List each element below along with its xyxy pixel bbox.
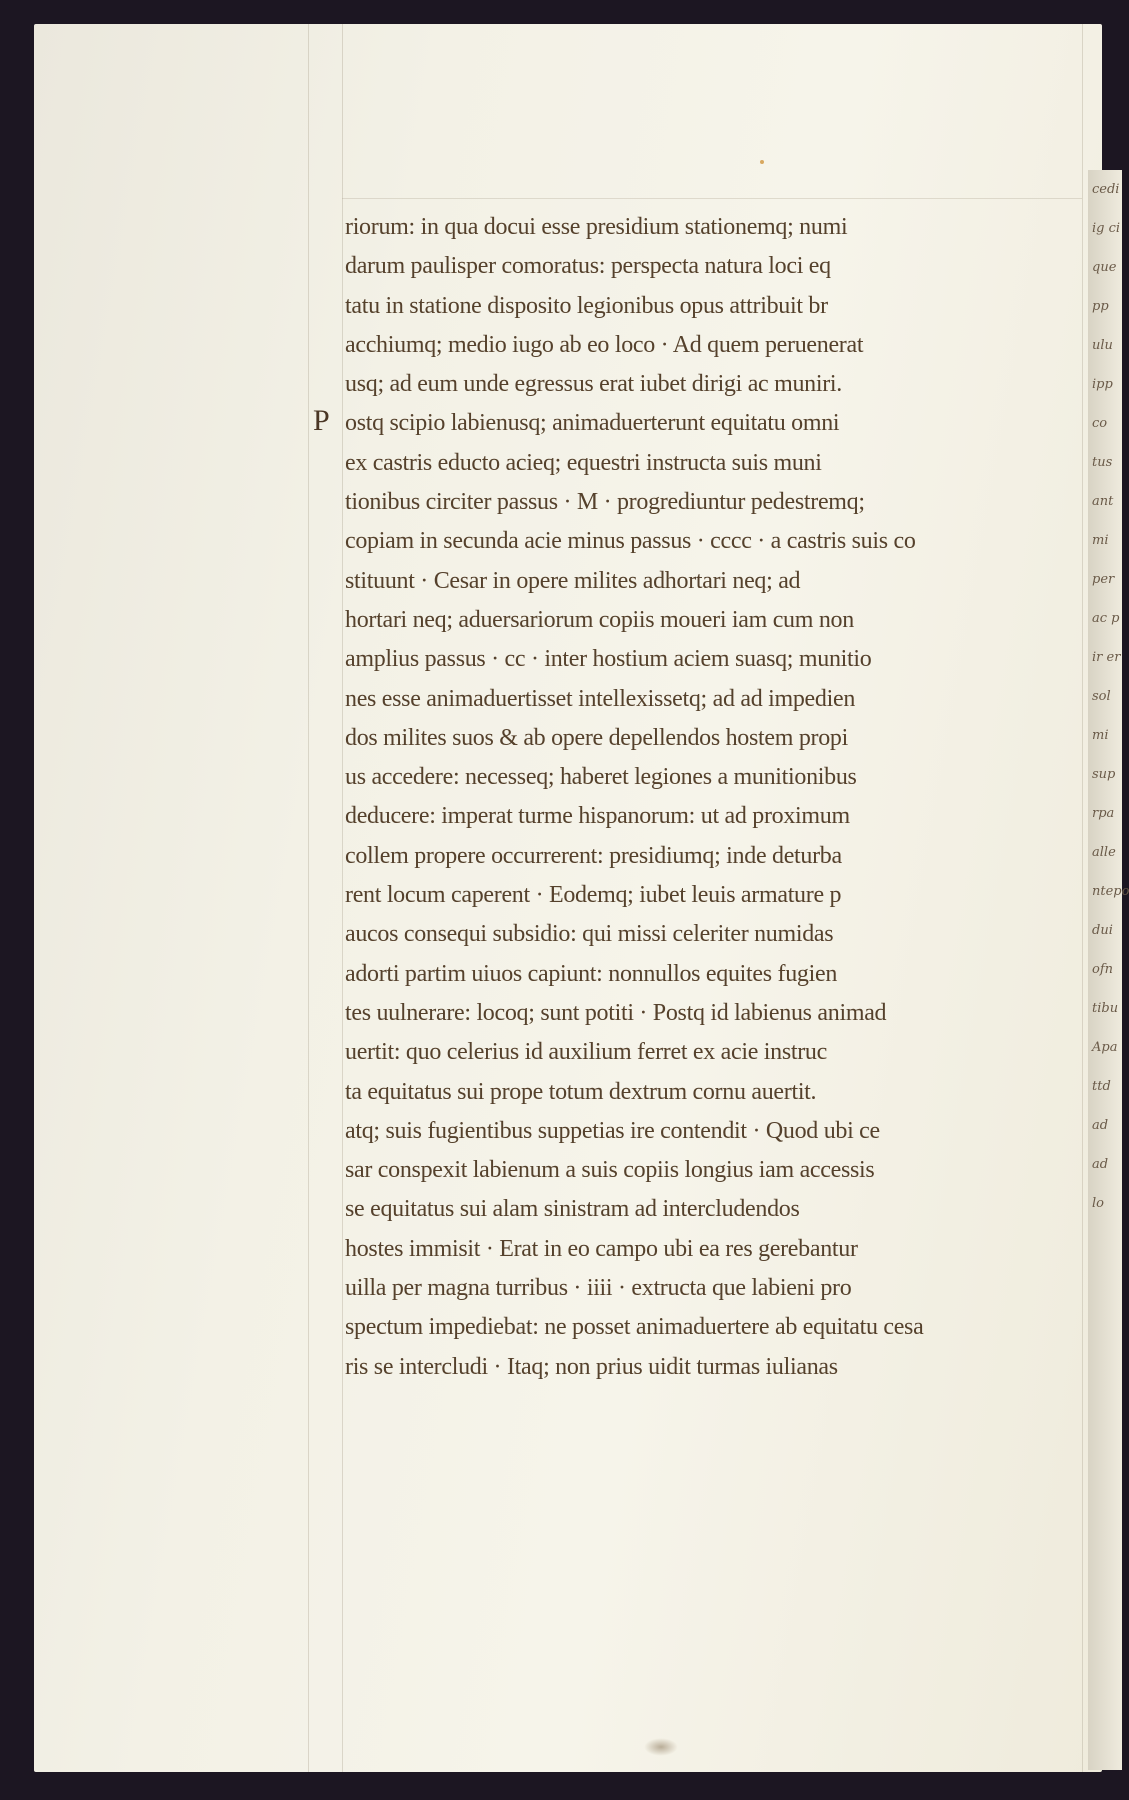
text-line: ta equitatus sui prope totum dextrum cornu auertit. <box>345 1078 817 1105</box>
text-line: aucos consequi subsidio: qui missi celeriter numidas <box>345 921 834 948</box>
next-page-fragment: ant <box>1092 494 1114 509</box>
text-line: dos milites suos & ab opere depellendos hostem propi <box>345 724 848 751</box>
next-page-fragment: ulu <box>1092 338 1113 353</box>
text-line: tionibus circiter passus · M · progrediuntur pedestremq; <box>345 489 865 516</box>
next-page-fragment: per <box>1092 572 1115 587</box>
next-page-fragment: cedi <box>1092 182 1120 197</box>
text-line: ostq scipio labienusq; animaduerterunt equitatu omni <box>345 410 840 437</box>
ruling-line <box>342 24 343 1772</box>
next-page-fragment: sup <box>1092 767 1116 782</box>
text-line: spectum impediebat: ne posset animaduertere ab equitatu cesa <box>345 1314 924 1341</box>
text-line: usq; ad eum unde egressus erat iubet dirigi ac muniri. <box>345 371 842 398</box>
text-line: adorti partim uiuos capiunt: nonnullos equites fugien <box>345 960 838 987</box>
next-page-fragment: ac p <box>1092 611 1120 626</box>
next-page-fragment: ntepo <box>1092 884 1129 899</box>
ruling-line <box>342 198 1082 199</box>
next-page-edge <box>1088 170 1129 1770</box>
initial-letter: P <box>313 404 330 437</box>
text-line: sar conspexit labienum a suis copiis longius iam accessis <box>345 1157 875 1184</box>
next-page-fragment: tus <box>1092 455 1113 470</box>
text-line: rent locum caperent · Eodemq; iubet leuis armature p <box>345 882 842 909</box>
next-page-fragment: que <box>1092 260 1117 275</box>
text-line: hortari neq; aduersariorum copiis moueri iam cum non <box>345 606 854 633</box>
next-page-fragment: ttd <box>1092 1079 1111 1094</box>
text-line: riorum: in qua docui esse presidium stationemq; numi <box>345 214 848 240</box>
next-page-fragment: alle <box>1092 845 1116 860</box>
next-page-fragment: ofn <box>1092 962 1114 977</box>
text-line: collem propere occurrerent: presidiumq; inde deturba <box>345 842 842 869</box>
next-page-fragment: tibu <box>1092 1001 1119 1016</box>
text-line: acchiumq; medio iugo ab eo loco · Ad quem peruenerat <box>345 331 864 358</box>
next-page-fragment: ad <box>1092 1118 1109 1133</box>
text-line: ris se intercludi · Itaq; non prius uidit turmas iulianas <box>345 1353 838 1380</box>
next-page-fragment: dui <box>1092 923 1113 938</box>
text-line: us accedere: necesseq; haberet legiones a munitionibus <box>345 764 857 791</box>
next-page-fragment: ir er <box>1092 650 1121 665</box>
next-page-fragment: pp <box>1092 299 1109 314</box>
next-page-fragment: lo <box>1092 1196 1104 1211</box>
text-line: nes esse animaduertisset intellexissetq; ad ad impedien <box>345 685 856 712</box>
next-page-fragment: sol <box>1092 689 1111 704</box>
text-line: darum paulisper comoratus: perspecta natura loci eq <box>345 253 831 280</box>
text-line: tes uulnerare: locoq; sunt potiti · Postq id labienus animad <box>345 999 887 1026</box>
text-line: uertit: quo celerius id auxilium ferret ex acie instruc <box>345 1039 827 1066</box>
next-page-fragment: ad <box>1092 1157 1109 1172</box>
next-page-fragment: mi <box>1092 533 1109 548</box>
text-line: amplius passus · cc · inter hostium aciem suasq; munitio <box>345 646 872 673</box>
text-line: uilla per magna turribus · iiii · extructa que labieni pro <box>345 1275 852 1302</box>
next-page-fragment: mi <box>1092 728 1109 743</box>
manuscript-text <box>345 208 1090 1387</box>
text-line: ex castris educto acieq; equestri instructa suis muni <box>345 449 822 476</box>
text-line: atq; suis fugientibus suppetias ire contendit · Quod ubi ce <box>345 1117 880 1144</box>
next-page-fragment: ig ci <box>1092 221 1121 236</box>
text-line: tatu in statione disposito legionibus opus attribuit br <box>345 292 828 319</box>
next-page-fragment: ipp <box>1092 377 1113 392</box>
text-line: deducere: imperat turme hispanorum: ut ad proximum <box>345 803 850 830</box>
next-page-fragment: rpa <box>1092 806 1115 821</box>
stain <box>644 1738 678 1756</box>
ruling-line <box>308 24 309 1772</box>
next-page-fragment: Apa <box>1092 1040 1118 1055</box>
text-line: hostes immisit · Erat in eo campo ubi ea res gerebantur <box>345 1235 858 1262</box>
next-page-fragment: co <box>1092 416 1108 431</box>
text-line: copiam in secunda acie minus passus · cccc · a castris suis co <box>345 528 916 555</box>
text-line: stituunt · Cesar in opere milites adhortari neq; ad <box>345 567 801 594</box>
stain <box>760 160 764 164</box>
text-line: se equitatus sui alam sinistram ad intercludendos <box>345 1196 800 1223</box>
